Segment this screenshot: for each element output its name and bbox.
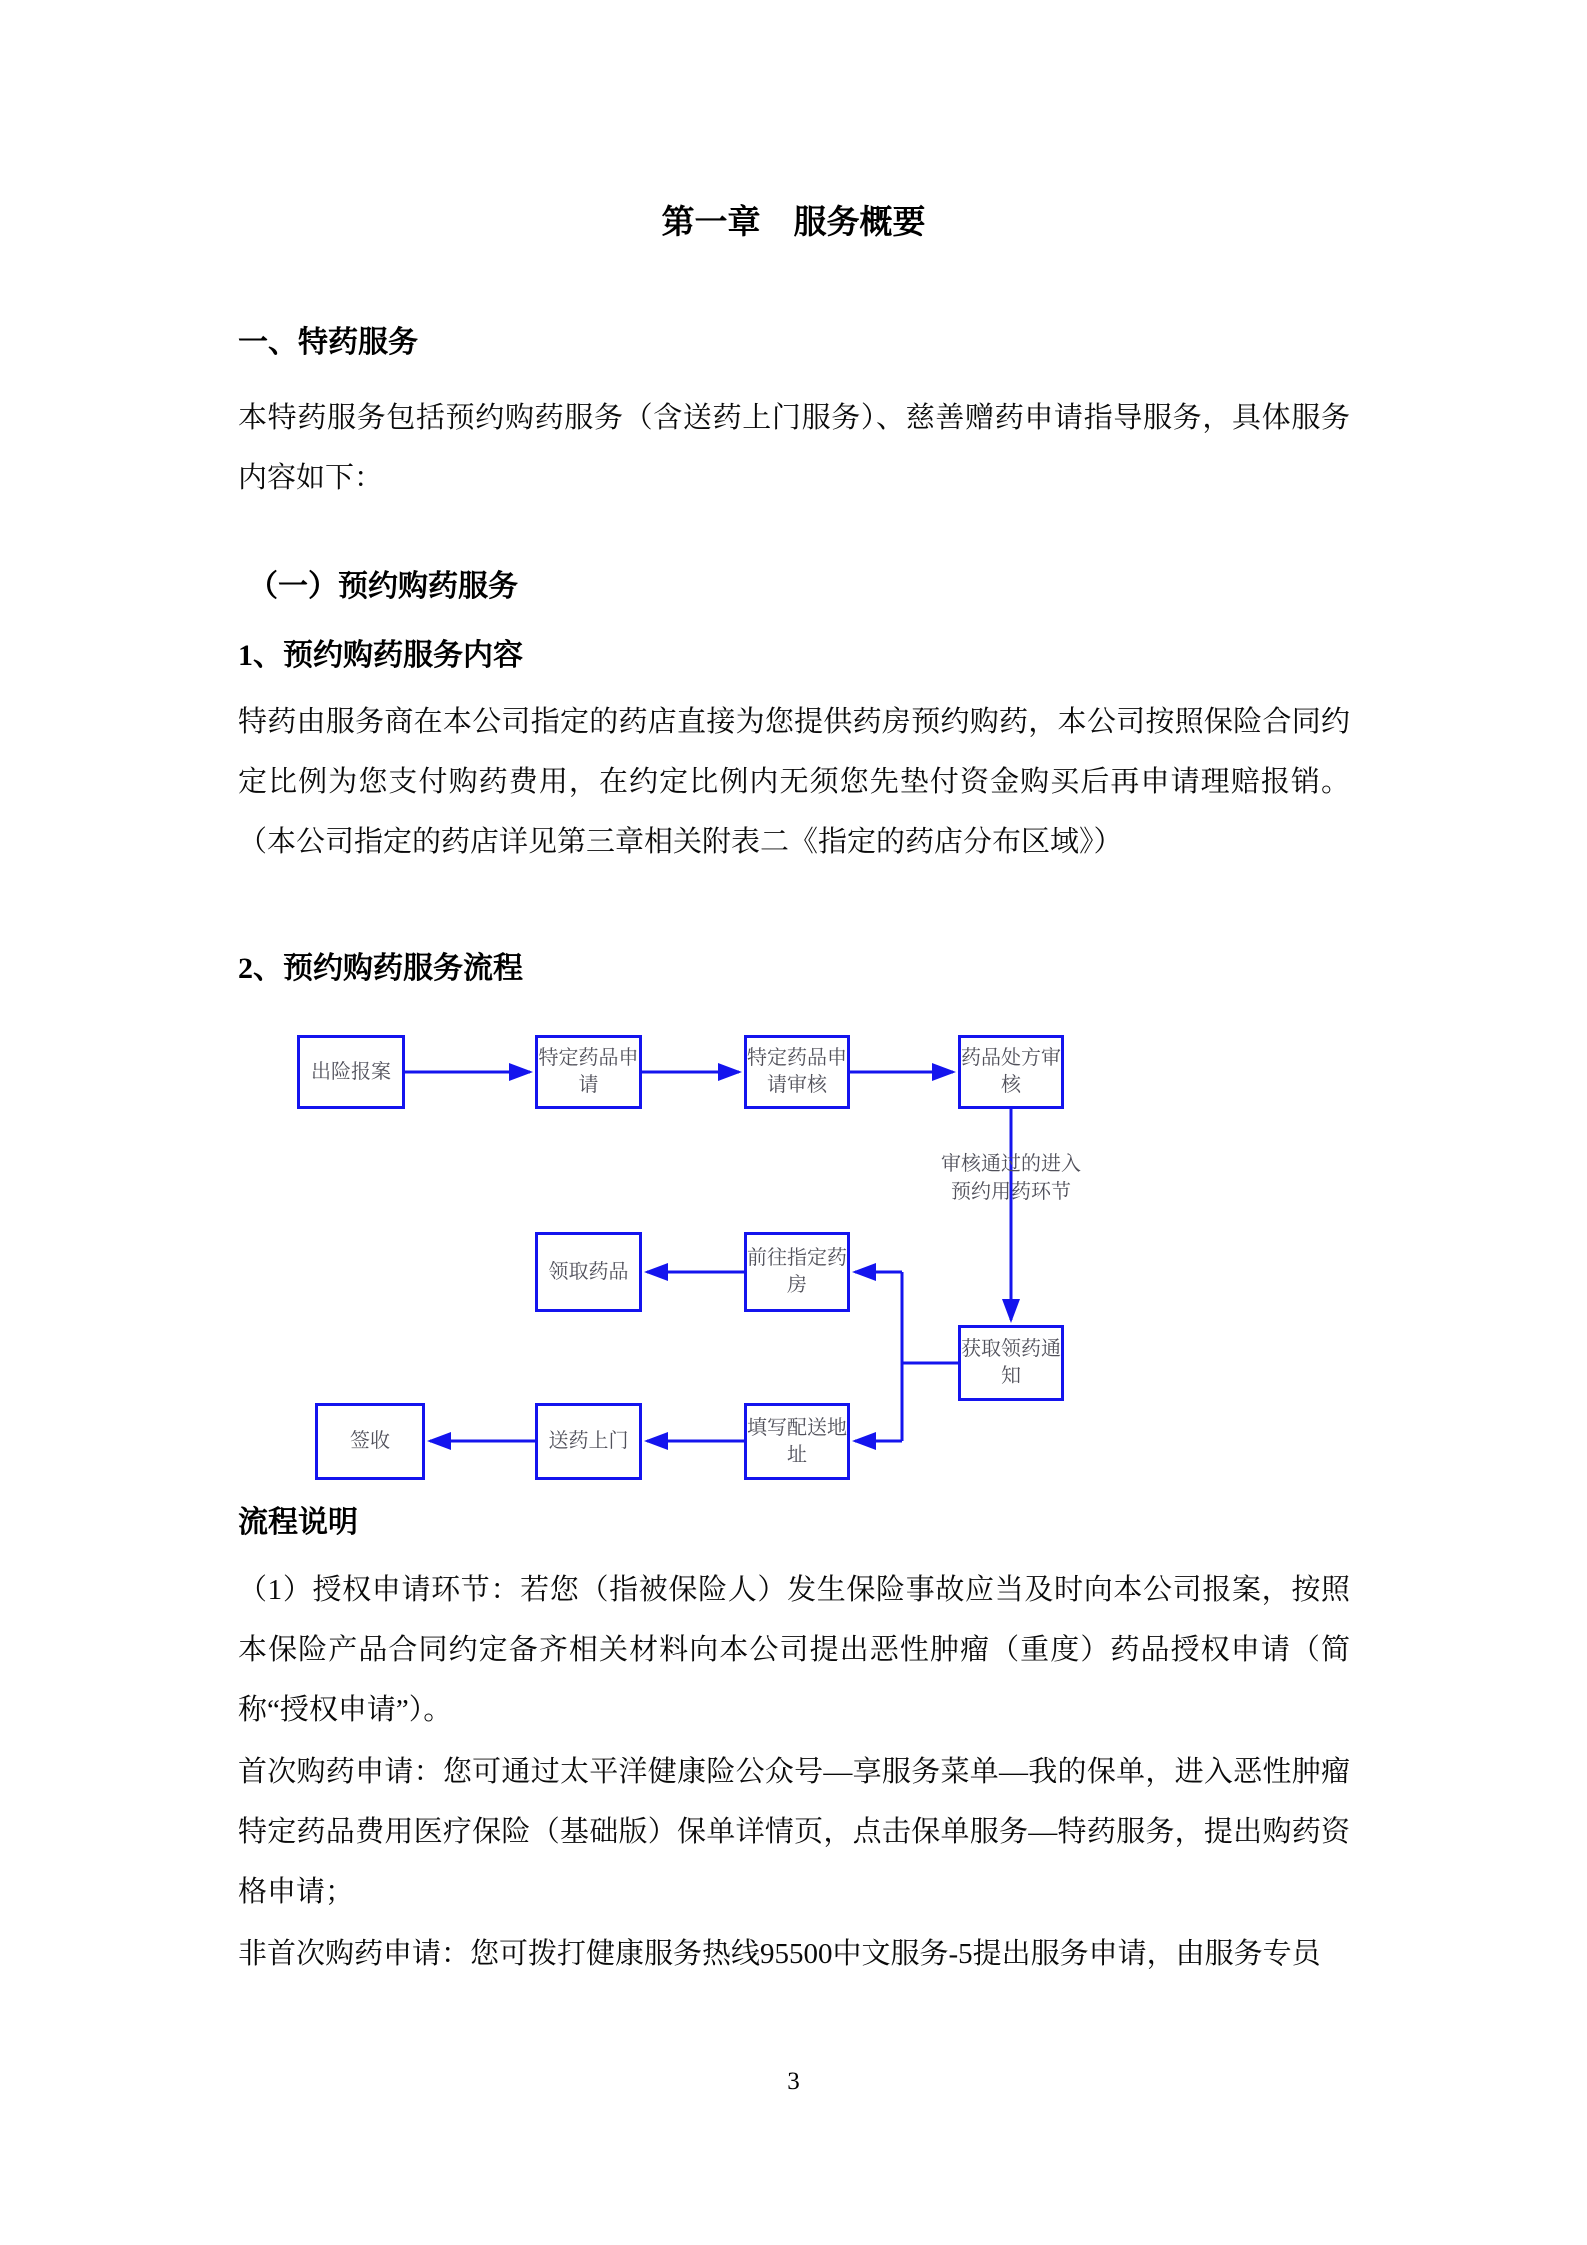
paragraph-service-intro: 本特药服务包括预约购药服务（含送药上门服务）、慈善赠药申请指导服务，具体服务内容如下： bbox=[238, 402, 1350, 494]
flow-node-pickup-notice: 获取领药通知 bbox=[958, 1325, 1064, 1401]
flow-node-collect-drug: 领取药品 bbox=[535, 1232, 642, 1312]
paragraph-repeat-purchase: 非首次购药申请：您可拨打健康服务热线95500中文服务-5提出服务申请，由服务专员 bbox=[238, 1938, 1321, 1970]
flow-node-incident-report: 出险报案 bbox=[297, 1035, 405, 1109]
page-number: 3 bbox=[787, 2068, 800, 2095]
heading-service-process: 2、预约购药服务流程 bbox=[238, 952, 523, 985]
paragraph-service-content: 特药由服务商在本公司指定的药店直接为您提供药房预约购药，本公司按照保险合同约定比例为您支付购药费用，在约定比例内无须您先垫付资金购买后再申请理赔报销。（本公司指定的药店详见第三章相关附表二《指定的药店分布区域》） bbox=[238, 706, 1350, 858]
paragraph-first-purchase: 首次购药申请：您可通过太平洋健康险公众号—享服务菜单—我的保单，进入恶性肿瘤特定药品费用医疗保险（基础版）保单详情页，点击保单服务—特药服务，提出购药资格申请； bbox=[238, 1756, 1350, 1908]
flow-node-sign-receipt: 签收 bbox=[315, 1403, 425, 1480]
chapter-title: 第一章 服务概要 bbox=[661, 205, 926, 241]
flow-node-goto-pharmacy: 前往指定药房 bbox=[744, 1232, 850, 1312]
heading-reservation-purchase-service: （一）预约购药服务 bbox=[248, 570, 518, 603]
flow-node-home-delivery: 送药上门 bbox=[535, 1403, 642, 1480]
flow-node-drug-application: 特定药品申请 bbox=[535, 1035, 642, 1109]
heading-process-description: 流程说明 bbox=[238, 1506, 358, 1539]
flow-node-application-review: 特定药品申请审核 bbox=[744, 1035, 850, 1109]
heading-special-drug-service: 一、特药服务 bbox=[238, 326, 418, 359]
flow-node-prescription-review: 药品处方审核 bbox=[958, 1035, 1064, 1109]
flow-branch-note-line2: 预约用药环节 bbox=[951, 1181, 1071, 1203]
flow-node-fill-address: 填写配送地址 bbox=[744, 1403, 850, 1480]
flow-branch-note bbox=[911, 1150, 1111, 1206]
service-process-flowchart bbox=[290, 1030, 1080, 1492]
paragraph-authorization-application: （1）授权申请环节：若您（指被保险人）发生保险事故应当及时向本公司报案，按照本保险产品合同约定备齐相关材料向本公司提出恶性肿瘤（重度）药品授权申请（简称“授权申请”）。 bbox=[238, 1574, 1350, 1726]
flow-branch-note-line1: 审核通过的进入 bbox=[941, 1153, 1081, 1175]
heading-service-content: 1、预约购药服务内容 bbox=[238, 639, 523, 672]
